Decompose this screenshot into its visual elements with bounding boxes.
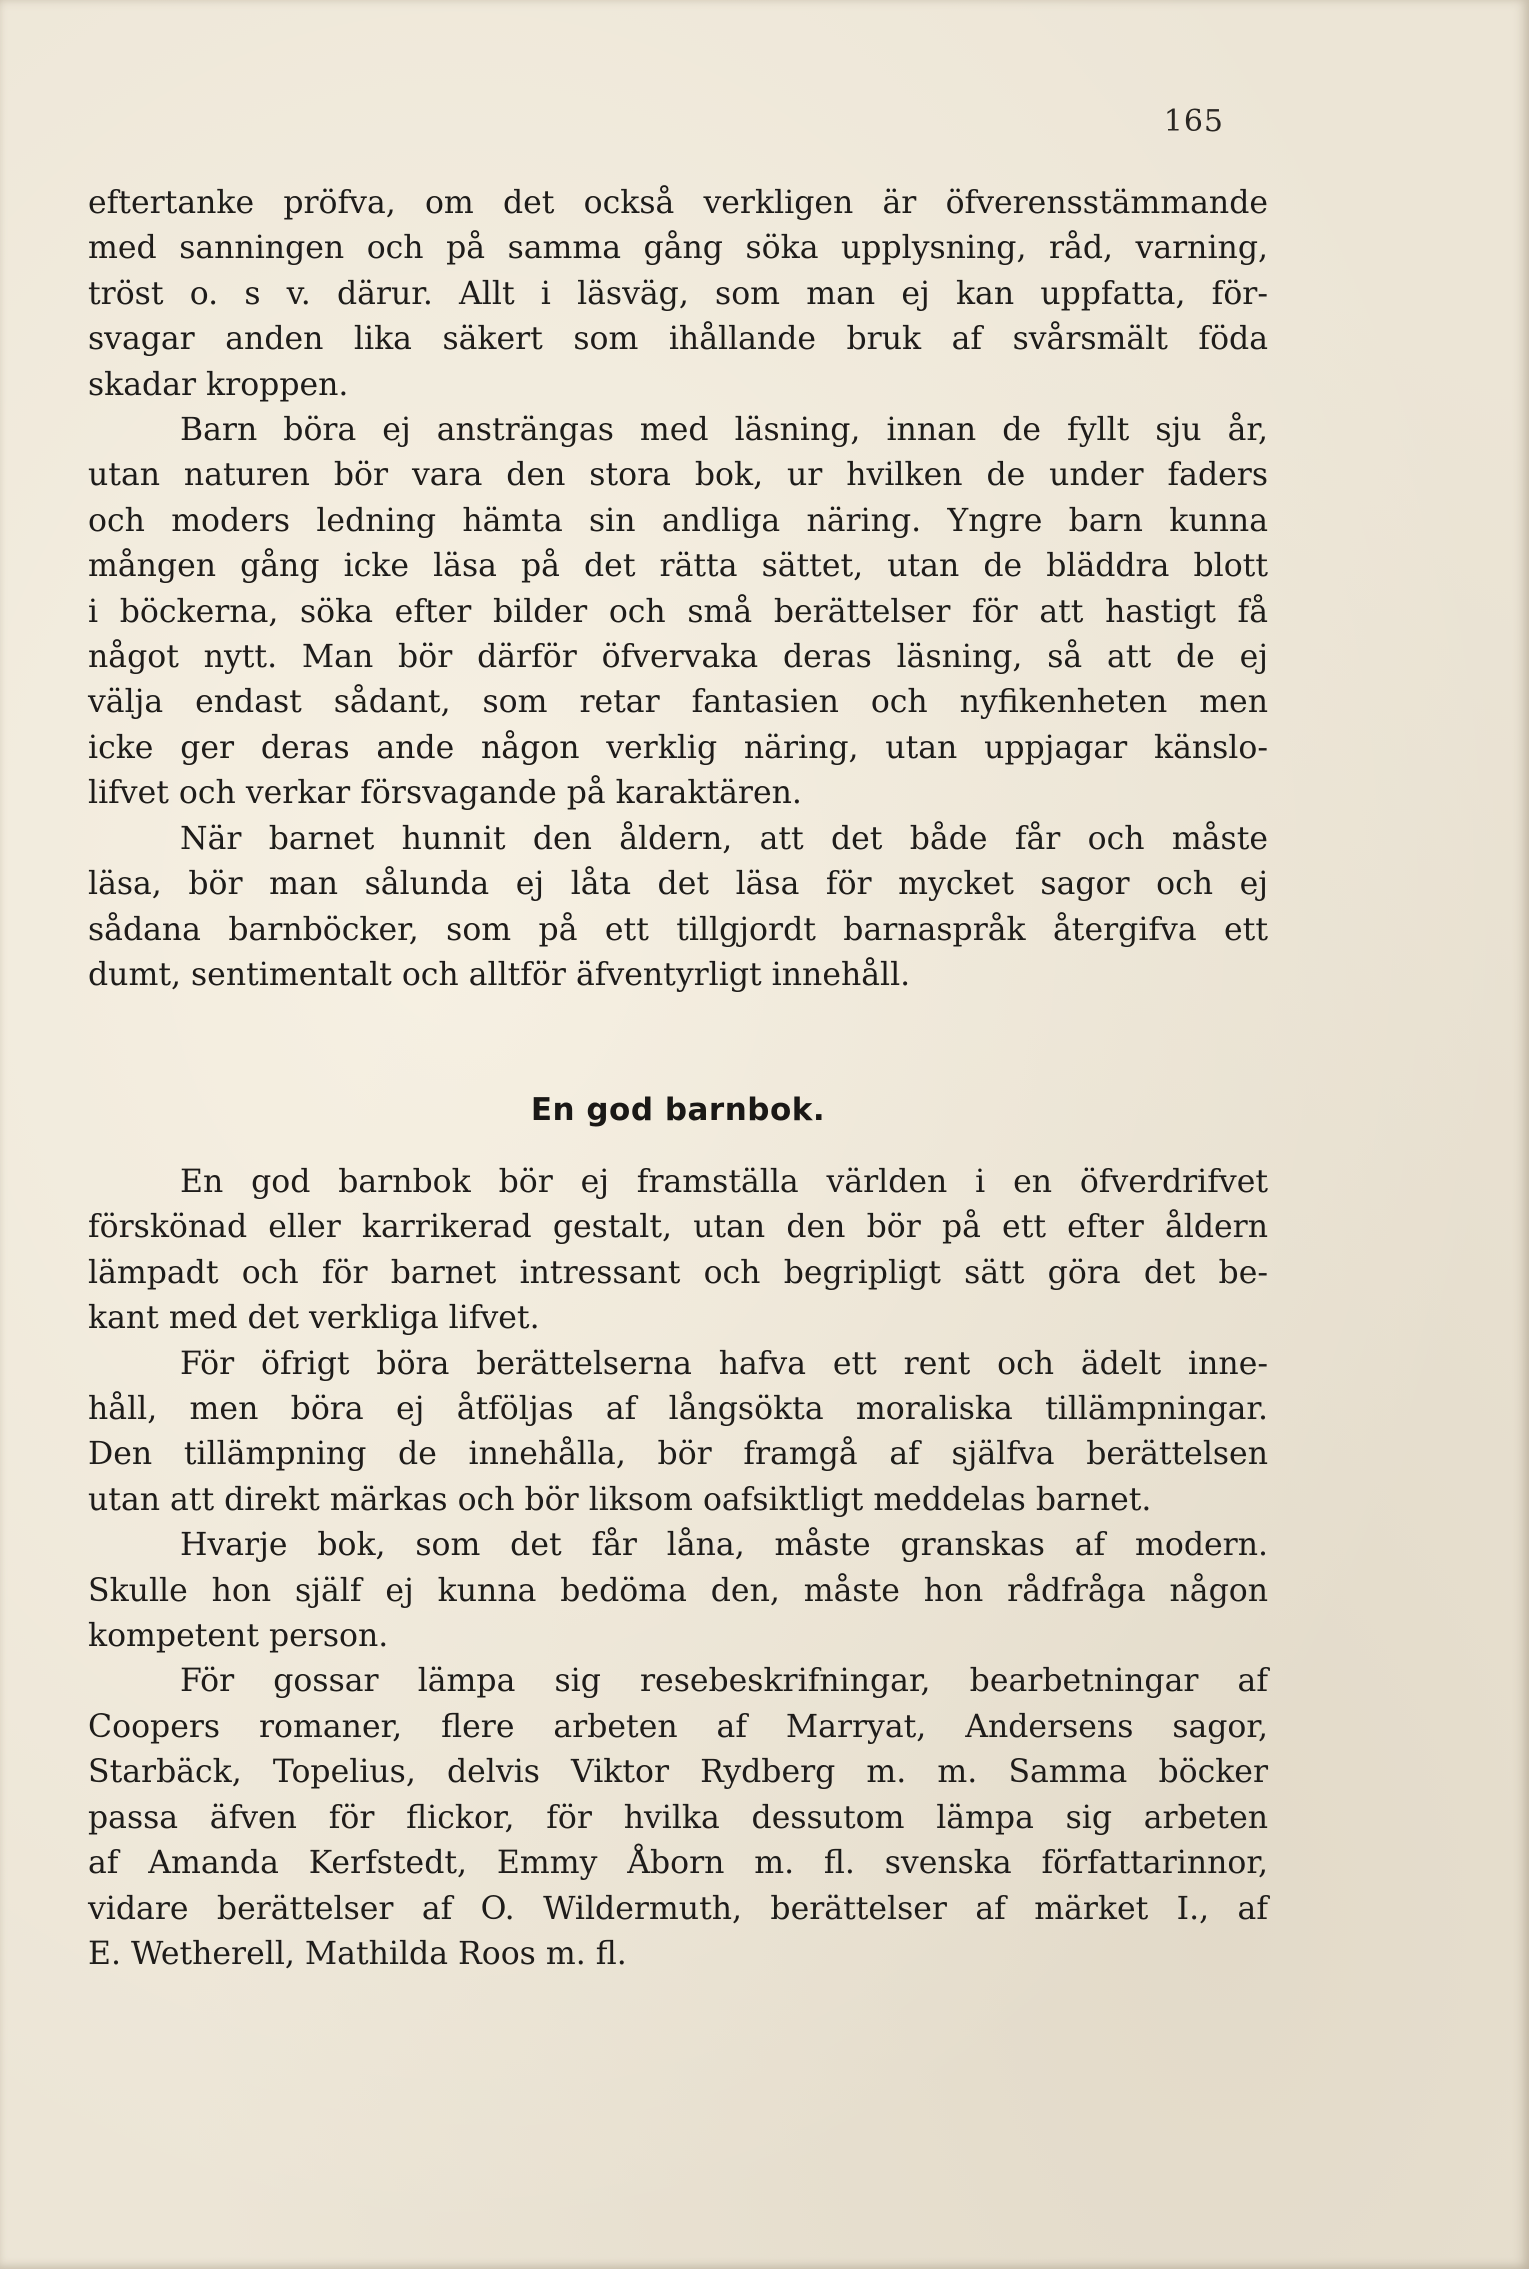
text-line: utan naturen bör vara den stora bok, ur hvilken de under faders xyxy=(88,457,1268,494)
text-line: Hvarje bok, som det får låna, måste granskas af modern. xyxy=(180,1527,1268,1564)
paragraph-end xyxy=(88,1296,1268,1341)
section-2-text xyxy=(88,1160,1268,1977)
text-line: med sanningen och på samma gång söka upplysning, råd, varning, xyxy=(88,230,1268,267)
text-line: håll, men böra ej åtföljas af långsökta moraliska tillämpningar. xyxy=(88,1391,1268,1428)
paragraph-end xyxy=(88,1614,1268,1659)
text-line: dumt, sentimentalt och alltför äfventyrligt innehåll. xyxy=(88,956,911,993)
paragraph xyxy=(88,1659,1268,1931)
text-line: Barn böra ej ansträngas med läsning, innan de fyllt sju år, xyxy=(180,412,1268,449)
paragraph-end xyxy=(88,1932,1268,1977)
paragraph xyxy=(88,1523,1268,1614)
text-line: kompetent person. xyxy=(88,1618,389,1655)
text-line: En god barnbok bör ej framställa världen i en öfverdrifvet xyxy=(180,1164,1268,1200)
text-line: af Amanda Kerfstedt, Emmy Åborn m. fl. svenska författarinnor, xyxy=(88,1845,1268,1882)
paragraph-end xyxy=(88,363,1268,408)
paragraph xyxy=(88,1160,1268,1296)
text-line: E. Wetherell, Mathilda Roos m. fl. xyxy=(88,1935,627,1972)
text-line: Coopers romaner, flere arbeten af Marryat, Andersens sagor, xyxy=(88,1708,1268,1745)
text-line: icke ger deras ande någon verklig näring, utan uppjagar känslo- xyxy=(88,729,1268,766)
paragraph xyxy=(88,1342,1268,1478)
paragraph-end xyxy=(88,953,1268,998)
paragraph xyxy=(88,817,1268,953)
paragraph xyxy=(88,408,1268,771)
text-line: tröst o. s v. därur. Allt i läsväg, som man ej kan uppfatta, för- xyxy=(88,275,1268,312)
text-line: svagar anden lika säkert som ihållande bruk af svårsmält föda xyxy=(88,321,1268,358)
text-line: vidare berättelser af O. Wildermuth, berättelser af märket I., af xyxy=(88,1890,1268,1927)
text-line: i böckerna, söka efter bilder och små berättelser för att hastigt få xyxy=(88,593,1268,630)
text-line: När barnet hunnit den åldern, att det både får och måste xyxy=(180,820,1268,857)
text-line: sådana barnböcker, som på ett tillgjordt barnaspråk återgifva ett xyxy=(88,911,1268,948)
text-line: Starbäck, Topelius, delvis Viktor Rydberg m. m. Samma böcker xyxy=(88,1754,1268,1791)
section-1-text xyxy=(88,181,1268,998)
paragraph-end xyxy=(88,771,1268,816)
text-line: Skulle hon själf ej kunna bedöma den, måste hon rådfråga någon xyxy=(88,1572,1268,1609)
text-line: förskönad eller karrikerad gestalt, utan den bör på ett efter åldern xyxy=(88,1209,1268,1246)
text-line: och moders ledning hämta sin andliga näring. Yngre barn kunna xyxy=(88,502,1268,539)
text-line: eftertanke pröfva, om det också verkligen är öfverensstämmande xyxy=(88,185,1268,221)
text-line: utan att direkt märkas och bör liksom oafsiktligt meddelas barnet. xyxy=(88,1481,1152,1518)
text-line: läsa, bör man sålunda ej låta det läsa för mycket sagor och ej xyxy=(88,866,1268,903)
paragraph xyxy=(88,181,1268,363)
text-line: passa äfven för flickor, för hvilka dessutom lämpa sig arbeten xyxy=(88,1799,1268,1836)
text-line: För öfrigt böra berättelserna hafva ett rent och ädelt inne- xyxy=(180,1345,1268,1382)
text-line: skadar kroppen. xyxy=(88,366,349,403)
text-line: något nytt. Man bör därför öfvervaka deras läsning, så att de ej xyxy=(88,639,1268,676)
text-line: mången gång icke läsa på det rätta sättet, utan de bläddra blott xyxy=(88,548,1268,585)
text-line: lämpadt och för barnet intressant och begripligt sätt göra det be- xyxy=(88,1254,1268,1291)
text-line: lifvet och verkar försvagande på karaktären. xyxy=(88,775,802,812)
paragraph-end xyxy=(88,1478,1268,1523)
text-line: välja endast sådant, som retar fantasien och nyfikenheten men xyxy=(88,684,1268,721)
text-line: Den tillämpning de innehålla, bör framgå af själfva berättelsen xyxy=(88,1436,1268,1473)
text-line: kant med det verkliga lifvet. xyxy=(88,1300,540,1337)
section-heading: En god barnbok. xyxy=(530,1092,826,1128)
text-line: För gossar lämpa sig resebeskrifningar, bearbetningar af xyxy=(180,1663,1268,1700)
page-number: 165 xyxy=(1163,104,1224,139)
